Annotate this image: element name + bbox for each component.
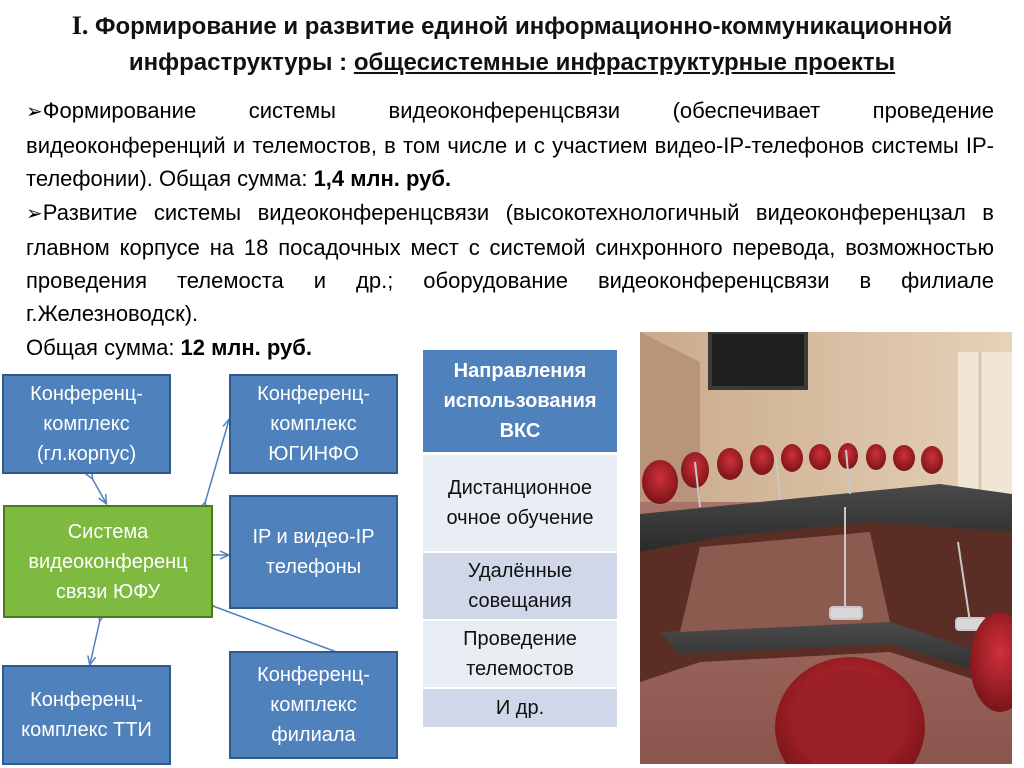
arrow-yuginfo xyxy=(205,420,229,503)
bullet-2-text: Развитие системы видеоконференцсвязи (высокотехнологичный видеоконференцзал в главном корпусе на 18 посадочных мест с системой синхронного перевода, возможностью проведения телемоста и др.; оборудование видеоконференцсвязи в филиале г.Железноводск). xyxy=(26,200,994,326)
table-row: Удалённые совещания xyxy=(423,552,617,620)
arrow-tti xyxy=(90,620,100,664)
section-number: I. xyxy=(71,11,89,40)
conference-room-photo xyxy=(640,332,1012,764)
bullet-1-amount: 1,4 млн. руб. xyxy=(313,166,452,191)
node-ip-phones: IP и видео-IP телефоны xyxy=(229,495,398,609)
arrow-main-building xyxy=(92,478,106,503)
usage-table-header: Направления использования ВКС xyxy=(423,350,617,454)
title-line-1: Формирование и развитие единой информационно-коммуникационной xyxy=(95,13,953,40)
table-row: Дистанционное очное обучение xyxy=(423,454,617,553)
table-row: И др. xyxy=(423,688,617,728)
bullet-1-text: Формирование системы видеоконференцсвязи (обеспечивает проведение видеоконференций и телемостов, в том числе и с участием видео-IP-телефонов системы IP-телефонии). Общая сумма: xyxy=(26,98,994,191)
table-row: Проведение телемостов xyxy=(423,620,617,688)
bullet-arrow-icon: ➢ xyxy=(26,101,43,123)
bullet-arrow-icon: ➢ xyxy=(26,203,43,225)
usage-table xyxy=(423,350,617,729)
node-tti: Конференц-комплекс ТТИ xyxy=(2,665,171,765)
total-amount-line xyxy=(26,333,312,363)
node-main-building: Конференц-комплекс (гл.корпус) xyxy=(2,374,171,474)
total-amount: 12 млн. руб. xyxy=(180,335,312,360)
title-line-2: инфраструктуры : xyxy=(128,49,354,76)
node-center-system: Система видеоконференц связи ЮФУ xyxy=(3,505,213,618)
bullet-2 xyxy=(26,196,994,330)
bullet-1 xyxy=(26,94,994,195)
node-yuginfo: Конференц-комплекс ЮГИНФО xyxy=(229,374,398,474)
total-label: Общая сумма: xyxy=(26,335,181,360)
title-subtitle: общесистемные инфраструктурные проекты xyxy=(353,49,896,76)
slide-title xyxy=(10,8,1014,81)
node-branch: Конференц-комплекс филиала xyxy=(229,651,398,759)
